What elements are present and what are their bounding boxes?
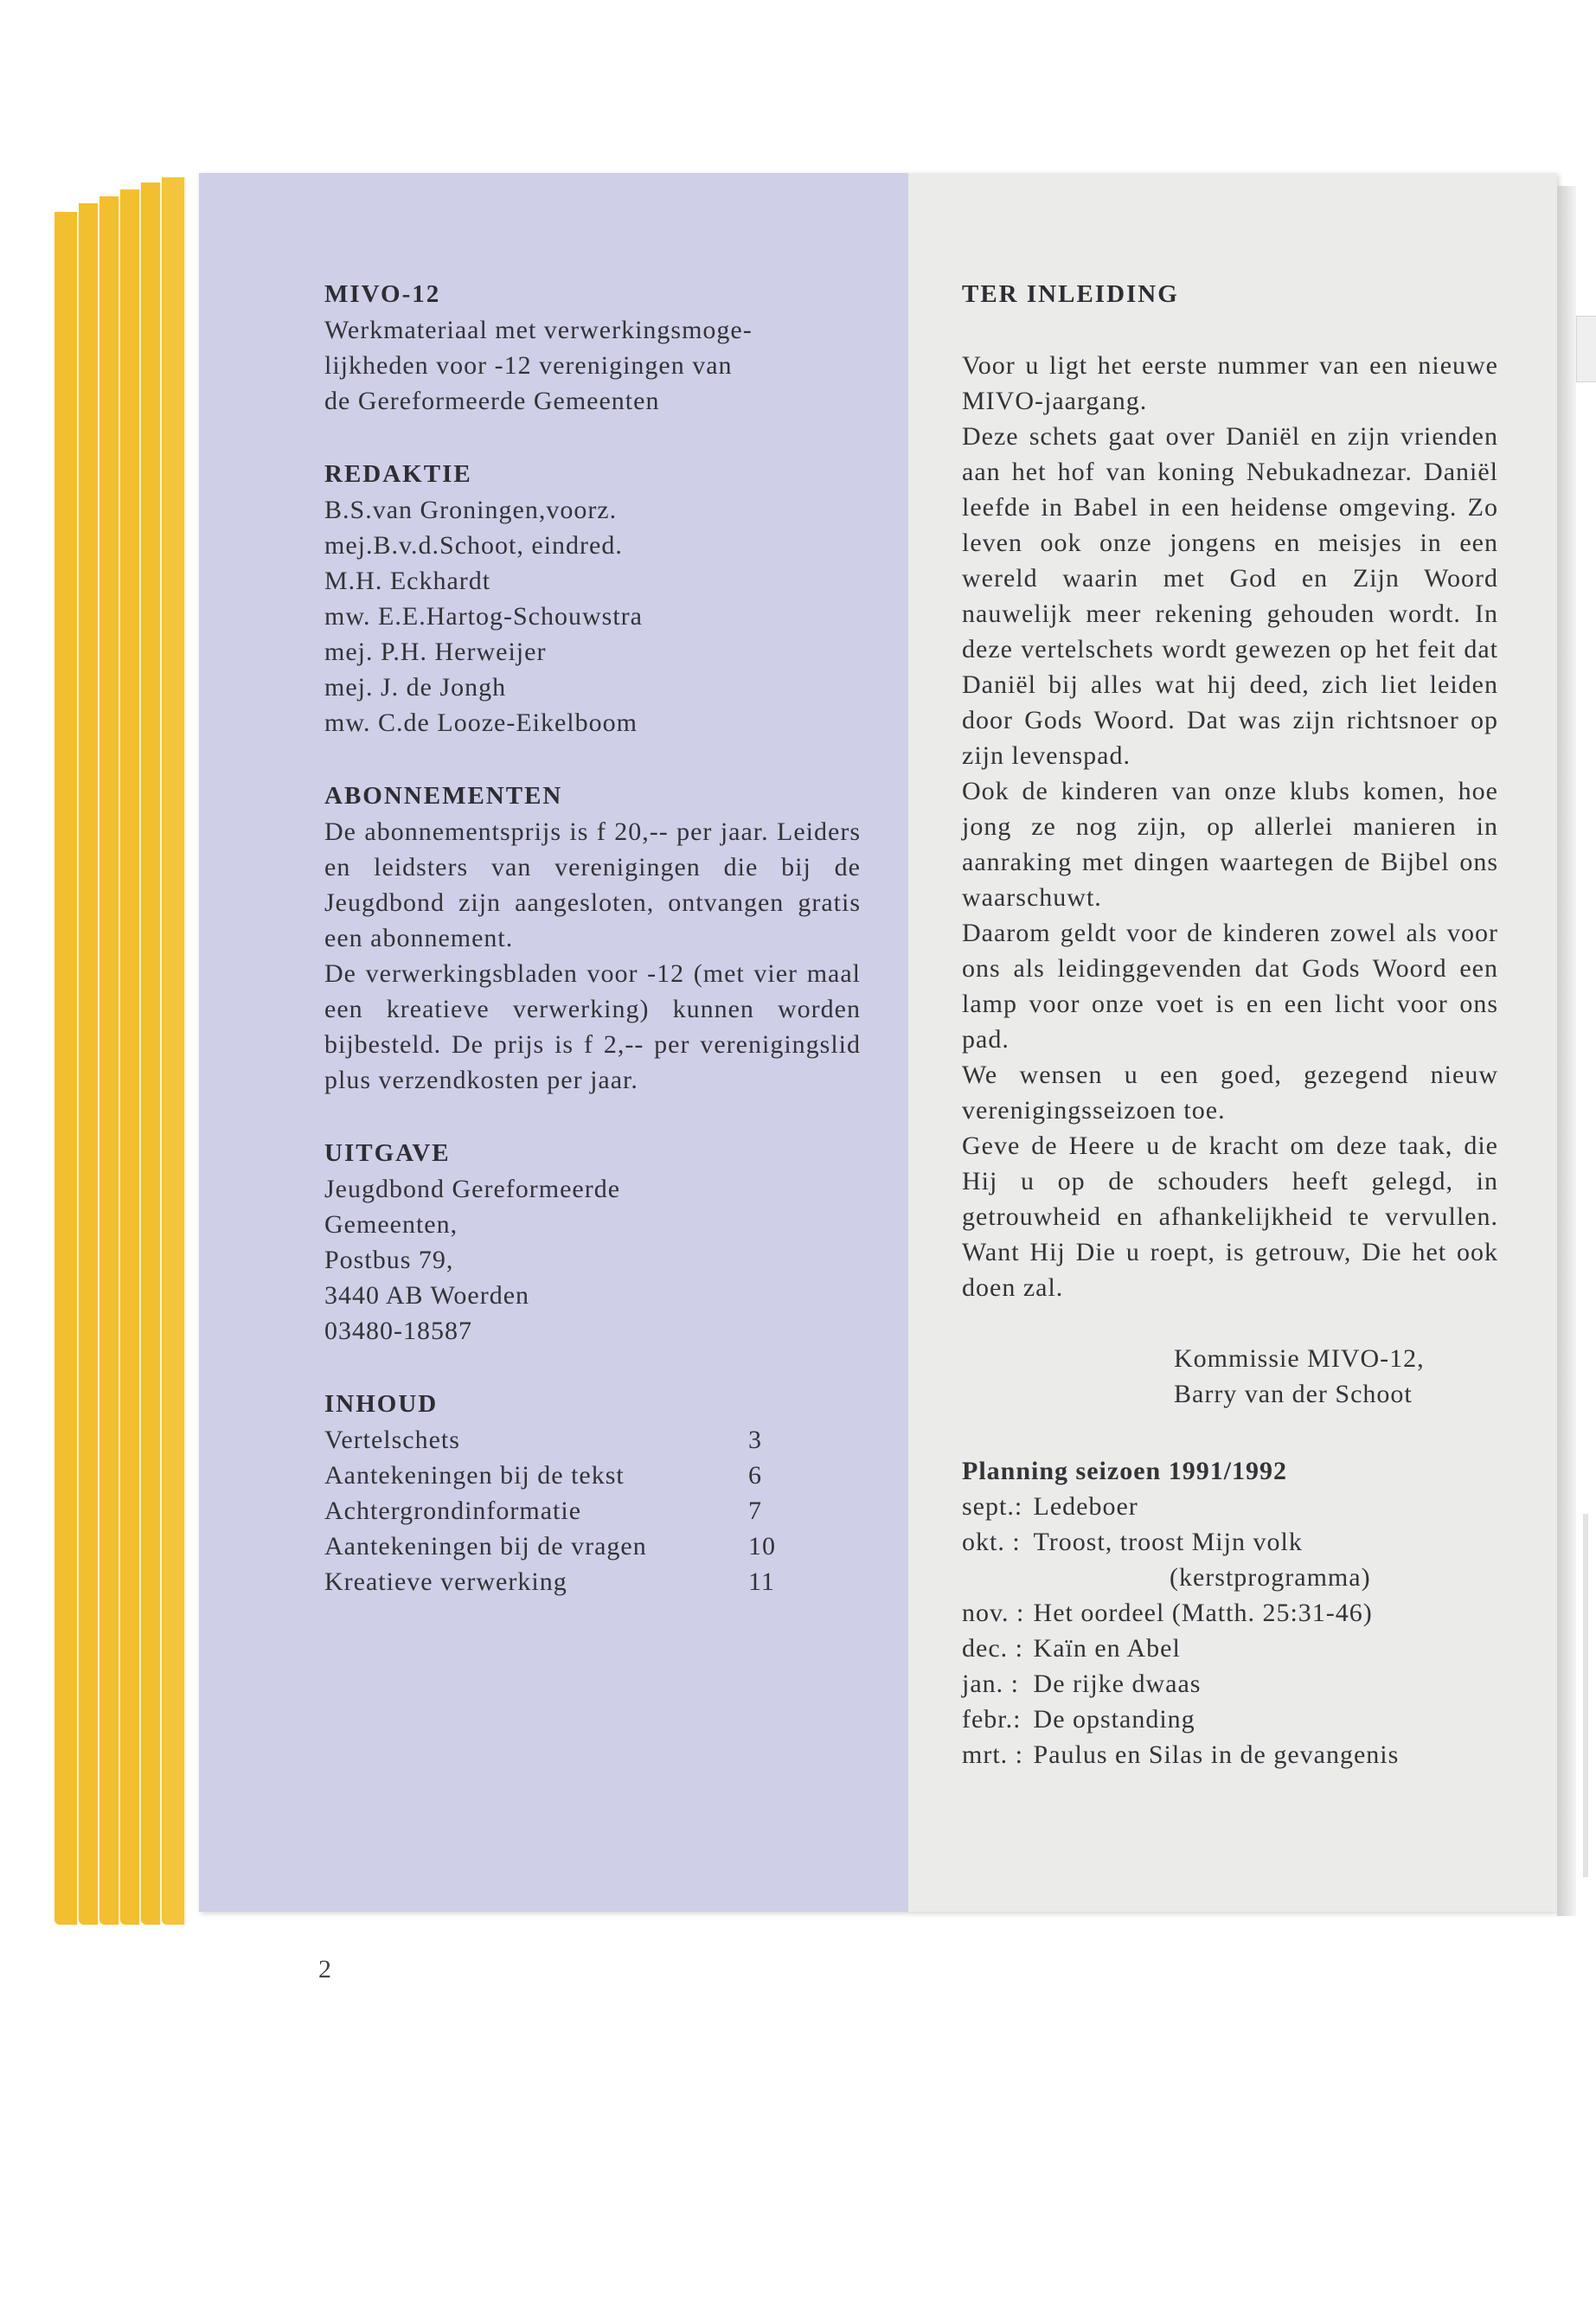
toc-item-page: 3 [748, 1426, 762, 1454]
page-edge [79, 203, 99, 1925]
redaktie-member: mej. J. de Jongh [324, 673, 507, 702]
planning-topic: Het oordeel (Matth. 25:31-46) [1033, 1599, 1373, 1627]
page-edge [54, 212, 79, 1925]
page-edge [120, 189, 141, 1925]
toc-item-title: Vertelschets [324, 1426, 460, 1454]
planning-row [962, 1737, 1498, 1772]
page-number: 2 [318, 1955, 331, 1984]
toc-item-page: 10 [748, 1532, 776, 1561]
planning-topic: De opstanding [1033, 1705, 1195, 1734]
inhoud-title: INHOUD [324, 1390, 439, 1418]
page-edge-stack [48, 177, 203, 1925]
inhoud-section [324, 1387, 887, 1599]
redaktie-member: M.H. Eckhardt [324, 567, 491, 595]
planning-row [962, 1489, 1498, 1524]
toc-row [324, 1458, 887, 1493]
planning-month: nov. : [962, 1599, 1025, 1627]
planning-topic: Ledeboer [1033, 1492, 1138, 1521]
uitgave-title: UITGAVE [324, 1139, 451, 1167]
toc-item-title: Kreatieve verwerking [324, 1567, 567, 1596]
uitgave-line: 3440 AB Woerden [324, 1281, 530, 1310]
toc-item-title: Aantekeningen bij de tekst [324, 1461, 625, 1490]
redaktie-member: mej. P.H. Herweijer [324, 638, 547, 666]
inleiding-paragraph: Ook de kinderen van onze klubs komen, hoe jong ze nog zijn, op allerlei manieren in aanraking met dingen waartegen de Bijbel ons waarschuwt. [962, 777, 1498, 912]
planning-month: dec. : [962, 1634, 1023, 1663]
redaktie-member: mw. C.de Looze-Eikelboom [324, 708, 638, 737]
redaktie-member: mej.B.v.d.Schoot, eindred. [324, 531, 623, 560]
abonnementen-paragraph: De verwerkingsbladen voor -12 (met vier maal een kreatieve verwerking) kunnen worden bijbesteld. De prijs is f 2,-- per verenigingslid plus verzendkosten per jaar. [324, 959, 861, 1094]
planning-section [962, 1453, 1498, 1772]
abonnementen-paragraph: De abonnementsprijs is f 20,-- per jaar. Leiders en leidsters van verenigingen die bij de Jeugdbond zijn aangesloten, ontvangen gratis een abonnement. [324, 817, 861, 952]
inleiding-paragraph: Deze schets gaat over Daniël en zijn vrienden aan het hof van koning Nebukadnezar. Daniël leefde in Babel in een heidense omgeving. Zo leven ook onze jongens en meisjes in een wereld waarin met God en Zijn Woord nauwelijk meer rekening gehouden wordt. In deze vertelschets wordt gewezen op het feit dat Daniël bij alles wat hij deed, zich liet leiden door Gods Woord. Dat was zijn richtsnoer op zijn levenspad. [962, 422, 1498, 770]
inleiding-paragraph: We wensen u een goed, gezegend nieuw verenigingsseizoen toe. [962, 1061, 1498, 1125]
inleiding-section [962, 277, 1498, 1305]
planning-topic: Paulus en Silas in de gevangenis [1033, 1740, 1400, 1769]
toc-row [324, 1564, 887, 1599]
planning-month: sept.: [962, 1492, 1023, 1521]
planning-month: febr.: [962, 1705, 1022, 1734]
signoff-line: Barry van der Schoot [1174, 1380, 1413, 1408]
planning-row [962, 1595, 1498, 1631]
redaktie-section [324, 457, 887, 740]
planning-topic: Kaïn en Abel [1033, 1634, 1181, 1663]
uitgave-line: Jeugdbond Gereformeerde [324, 1175, 621, 1203]
toc-item-page: 6 [748, 1461, 762, 1490]
planning-topic: De rijke dwaas [1033, 1670, 1202, 1698]
planning-row [962, 1524, 1498, 1560]
toc-row [324, 1422, 887, 1458]
mivo-title: MIVO-12 [324, 280, 441, 308]
uitgave-line: Gemeenten, [324, 1210, 458, 1239]
uitgave-section [324, 1136, 887, 1349]
uitgave-line: 03480-18587 [324, 1317, 472, 1345]
planning-month: mrt. : [962, 1740, 1023, 1769]
abonnementen-title: ABONNEMENTEN [324, 782, 563, 810]
page-edge [141, 183, 162, 1925]
redaktie-title: REDAKTIE [324, 460, 472, 488]
page-right-edge [1557, 186, 1576, 1916]
page-tab [1576, 316, 1596, 382]
planning-subtopic: (kerstprogramma) [1170, 1563, 1371, 1592]
planning-row [962, 1631, 1498, 1666]
right-column [962, 277, 1498, 1772]
inleiding-paragraph: Voor u ligt het eerste nummer van een nieuwe MIVO-jaargang. [962, 351, 1498, 415]
toc-row [324, 1493, 887, 1529]
uitgave-line: Postbus 79, [324, 1246, 454, 1274]
mivo-line: de Gereformeerde Gemeenten [324, 387, 660, 415]
mivo-line: Werkmateriaal met verwerkingsmoge- [324, 316, 753, 344]
toc-item-title: Achtergrondinformatie [324, 1497, 582, 1525]
signoff-line: Kommissie MIVO-12, [1174, 1344, 1425, 1373]
planning-row [962, 1666, 1498, 1702]
page-edge [162, 177, 186, 1925]
page-edge [99, 196, 120, 1925]
toc-item-page: 11 [748, 1567, 775, 1596]
left-column [324, 277, 887, 1599]
toc-item-title: Aantekeningen bij de vragen [324, 1532, 647, 1561]
planning-month: okt. : [962, 1528, 1021, 1556]
page-crease [1583, 1514, 1588, 1877]
planning-topic: Troost, troost Mijn volk [1033, 1528, 1303, 1556]
inleiding-paragraph: Geve de Heere u de kracht om deze taak, die Hij u op de schouders heeft gelegd, in getrouwheid en afhankelijkheid te vervullen. Want Hij Die u roept, is getrouw, Die het ook doen zal. [962, 1131, 1498, 1302]
mivo-line: lijkheden voor -12 verenigingen van [324, 351, 733, 380]
planning-title: Planning seizoen 1991/1992 [962, 1457, 1288, 1485]
signoff [1174, 1341, 1498, 1412]
toc-item-page: 7 [748, 1497, 762, 1525]
mivo-section [324, 277, 887, 419]
inleiding-title: TER INLEIDING [962, 280, 1179, 308]
inleiding-paragraph: Daarom geldt voor de kinderen zowel als voor ons als leidinggevenden dat Gods Woord een lamp voor onze voet is en een licht voor ons pad. [962, 919, 1498, 1054]
redaktie-member: mw. E.E.Hartog-Schouwstra [324, 602, 643, 631]
toc-row [324, 1529, 887, 1564]
planning-month: jan. : [962, 1670, 1019, 1698]
redaktie-member: B.S.van Groningen,voorz. [324, 496, 618, 524]
abonnementen-section [324, 779, 861, 1098]
planning-row [962, 1702, 1498, 1737]
